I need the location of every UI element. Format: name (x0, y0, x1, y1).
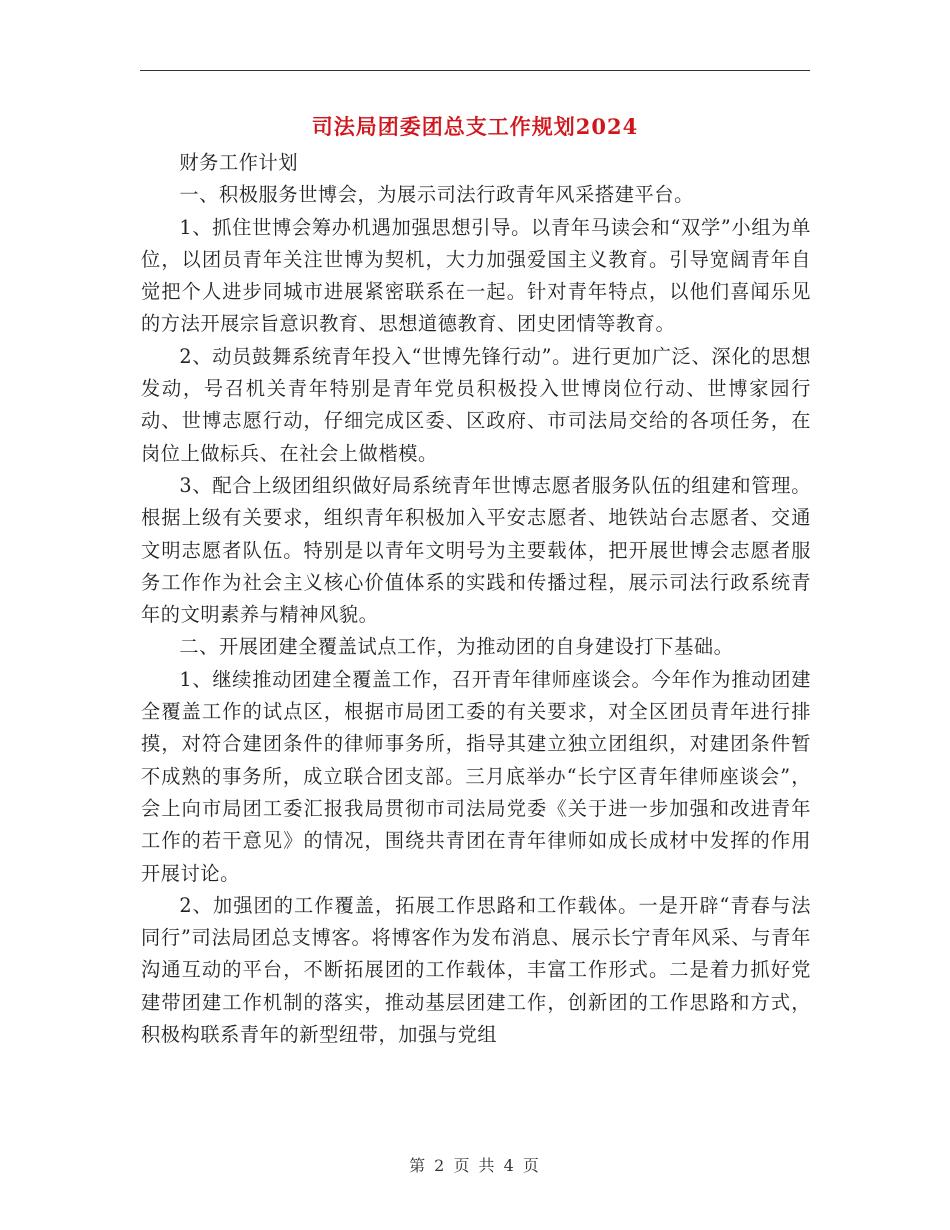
paragraph-section-1-heading: 一、积极服务世博会，为展示司法行政青年风采搭建平台。 (179, 183, 694, 207)
header-rule (140, 70, 810, 71)
paragraph-item-1-1: 1、抓住世博会筹办机遇加强思想引导。以青年马读会和“双学”小组为单位，以团员青年关注世博为契机，大力加强爱国主义教育。引导宽阔青年自觉把个人进步同城市进展紧密联系在一起。针对青年特点，以他们喜闻乐见的方法开展宗旨意识教育、思想道德教育、团史团情等教育。 (141, 215, 811, 336)
paragraph-item-1-2: 2、动员鼓舞系统青年投入“世博先锋行动”。进行更加广泛、深化的思想发动，号召机关青年特别是青年党员积极投入世博岗位行动、世博家园行动、世博志愿行动，仔细完成区委、区政府、市司法局交给的各项任务，在岗位上做标兵、在社会上做楷模。 (141, 344, 811, 465)
paragraph-item-2-1: 1、继续推动团建全覆盖工作，召开青年律师座谈会。今年作为推动团建全覆盖工作的试点区，根据市局团工委的有关要求，对全区团员青年进行排摸，对符合建团条件的律师事务所，指导其建立独立团组织，对建团条件暂不成熟的事务所，成立联合团支部。三月底举办“长宁区青年律师座谈会”，会上向市局团工委汇报我局贯彻市司法局党委《关于进一步加强和改进青年工作的若干意见》的情况，围绕共青团在青年律师如成长成材中发挥的作用开展讨论。 (141, 667, 811, 885)
page-number-footer: 第 2 页 共 4 页 (409, 1156, 541, 1175)
paragraph-item-1-3: 3、配合上级团组织做好局系统青年世博志愿者服务队伍的组建和管理。根据上级有关要求，组织青年积极加入平安志愿者、地铁站台志愿者、交通文明志愿者队伍。特别是以青年文明号为主要载体，把开展世博会志愿者服务工作作为社会主义核心价值体系的实践和传播过程，展示司法行政系统青年的文明素养与精神风貌。 (141, 473, 811, 627)
paragraph-subtitle: 财务工作计划 (179, 151, 299, 174)
document-body (141, 147, 811, 1051)
document-title: 司法局团委团总支工作规划2024 (311, 114, 639, 139)
paragraph-item-2-2: 2、加强团的工作覆盖，拓展工作思路和工作载体。一是开辟“青春与法同行”司法局团总支博客。将博客作为发布消息、展示长宁青年风采、与青年沟通互动的平台，不断拓展团的工作载体，丰富工作形式。二是着力抓好党建带团建工作机制的落实，推动基层团建工作，创新团的工作思路和方式，积极构联系青年的新型纽带，加强与党组 (141, 893, 811, 1047)
paragraph-section-2-heading: 二、开展团建全覆盖试点工作，为推动团的自身建设打下基础。 (179, 635, 734, 659)
